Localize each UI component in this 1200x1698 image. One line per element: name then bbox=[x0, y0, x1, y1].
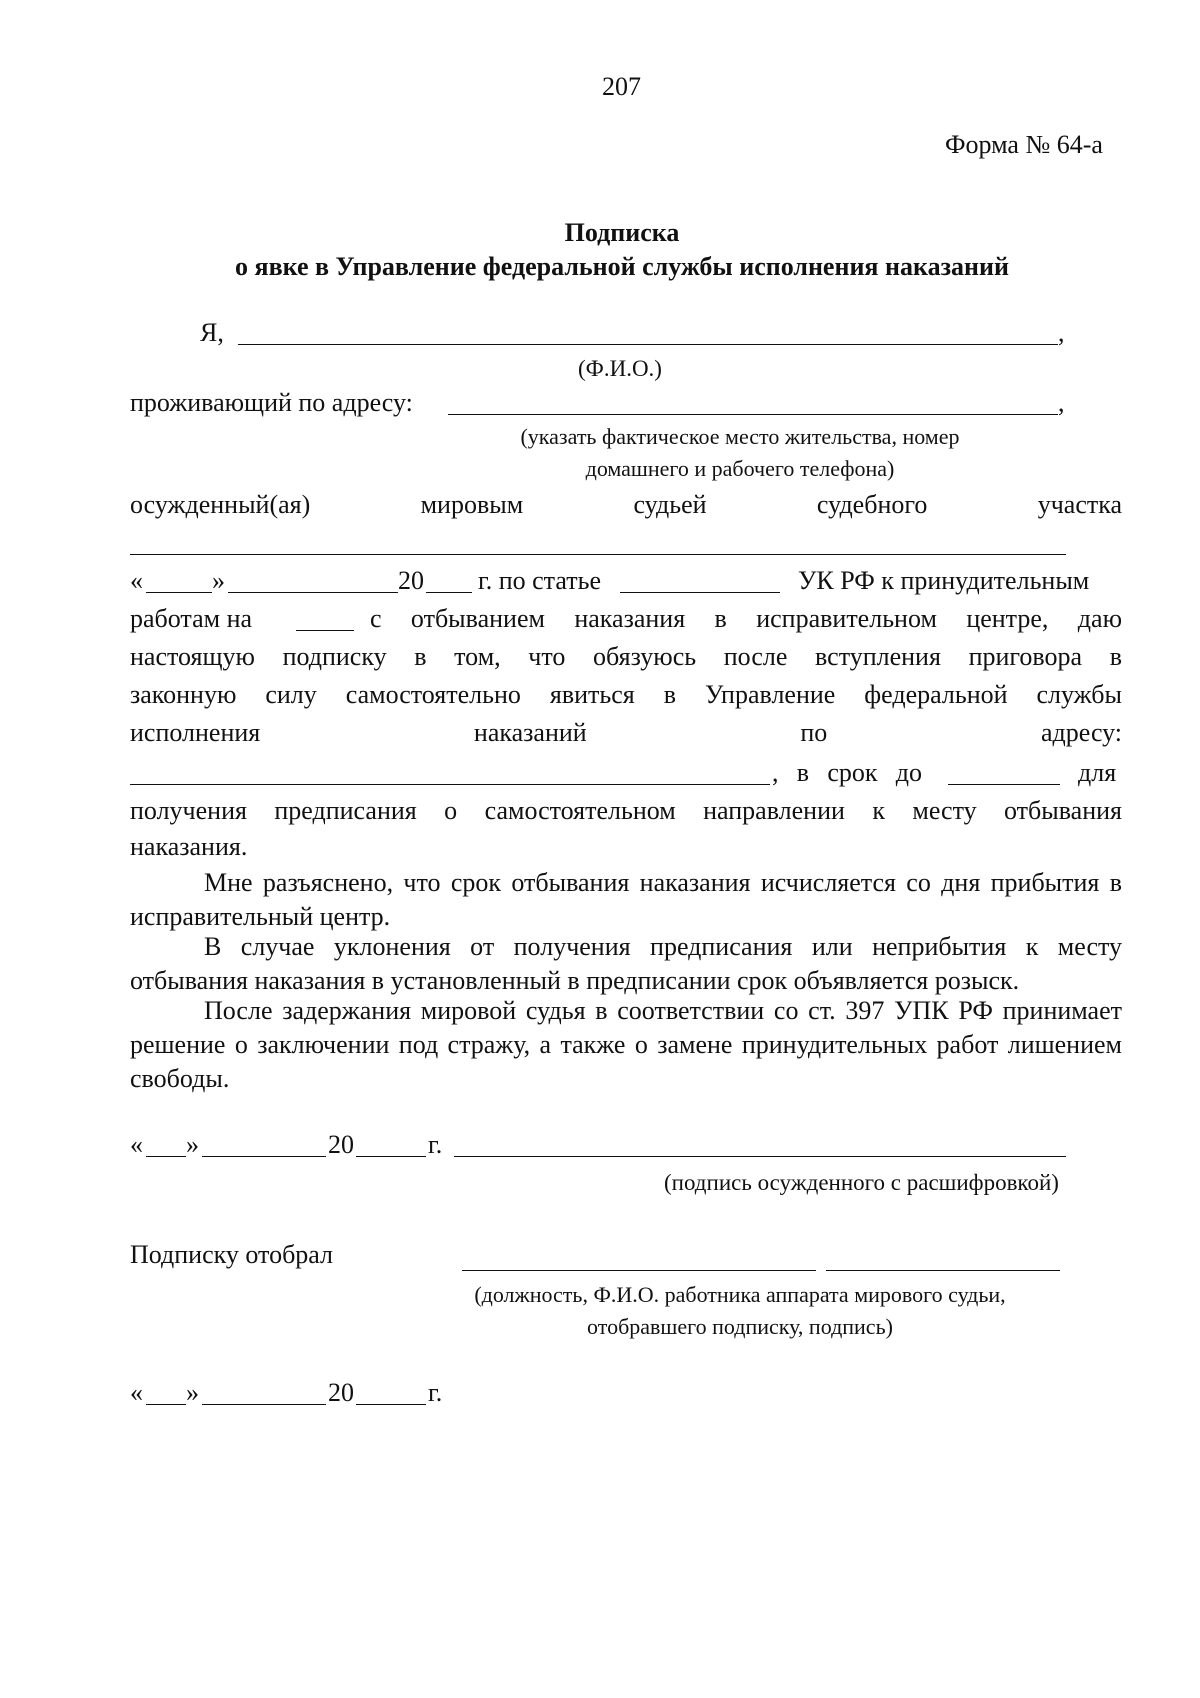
paragraph-evasion: В случае уклонения от получения предписания или неприбытия к месту отбывания наказания в установленный в предписании срок объявляется розыск. bbox=[130, 932, 1122, 995]
sig-year-g: г. bbox=[428, 1130, 443, 1159]
signature-caption: (подпись осужденного с расшифровкой) bbox=[664, 1170, 1059, 1195]
taker-caption-1: (должность, Ф.И.О. работника аппарата мирового судьи, bbox=[474, 1282, 1006, 1307]
day-blank[interactable] bbox=[146, 592, 212, 593]
article-blank[interactable] bbox=[620, 592, 780, 593]
signature-blank[interactable] bbox=[454, 1156, 1066, 1157]
word-justice: мировым bbox=[420, 490, 524, 519]
final-day-blank[interactable] bbox=[146, 1404, 186, 1405]
taker-caption-2: отобравшего подписку, подпись) bbox=[587, 1314, 893, 1339]
word-convicted: осужденный(ая) bbox=[130, 490, 311, 519]
uk-rf-label: УК РФ к принудительным bbox=[798, 566, 1090, 595]
document-subtitle: о явке в Управление федеральной службы исполнения наказаний bbox=[235, 252, 1009, 281]
deadline-blank[interactable] bbox=[948, 784, 1060, 785]
term-blank[interactable] bbox=[296, 630, 354, 631]
final-date-open: « bbox=[130, 1378, 143, 1407]
address-label: проживающий по адресу: bbox=[130, 388, 413, 417]
final-year-blank[interactable] bbox=[356, 1404, 426, 1405]
paragraph-detention: После задержания мировой судья в соответствии со ст. 397 УПК РФ принимает решение о заключении под стражу, а также о замене принудительных работ лишением свободы. bbox=[130, 996, 1122, 1093]
year-blank[interactable] bbox=[426, 592, 472, 593]
i-label: Я, bbox=[200, 318, 224, 347]
fio-blank[interactable] bbox=[238, 344, 1058, 345]
body-line-3: настоящую подписку в том, что обязуюсь после вступления приговора в bbox=[130, 642, 1122, 671]
word-judge: судьей bbox=[633, 490, 707, 519]
sig-year-blank[interactable] bbox=[356, 1156, 426, 1157]
final-year-prefix: 20 bbox=[328, 1378, 354, 1407]
form-number: Форма № 64-а bbox=[945, 130, 1103, 159]
sig-month-blank[interactable] bbox=[202, 1156, 326, 1157]
page-number: 207 bbox=[602, 72, 641, 101]
convicted-line bbox=[130, 490, 1122, 520]
work-label: работам на bbox=[130, 604, 253, 633]
paragraph-explained: Мне разъяснено, что срок отбывания наказания исчисляется со дня прибытия в исправительный центр. bbox=[130, 868, 1122, 931]
for-label: для bbox=[1078, 758, 1117, 787]
final-month-blank[interactable] bbox=[202, 1404, 326, 1405]
date-close-quote: » bbox=[212, 566, 225, 595]
body-line-5 bbox=[130, 718, 1122, 748]
taker-signature-blank[interactable] bbox=[826, 1270, 1060, 1271]
article-label: г. по статье bbox=[478, 566, 601, 595]
date-open-quote: « bbox=[130, 566, 143, 595]
final-date-close: » bbox=[186, 1378, 199, 1407]
final-year-g: г. bbox=[428, 1378, 443, 1407]
word-punishments: наказаний bbox=[473, 718, 587, 747]
sig-day-blank[interactable] bbox=[146, 1156, 186, 1157]
month-blank[interactable] bbox=[228, 592, 398, 593]
address-caption-2: домашнего и рабочего телефона) bbox=[585, 456, 895, 481]
year-prefix: 20 bbox=[398, 566, 424, 595]
body-line-4: законную силу самостоятельно явиться в Управление федеральной службы bbox=[130, 680, 1122, 709]
address-blank[interactable] bbox=[448, 414, 1058, 415]
word-by: по bbox=[800, 718, 828, 747]
body-line-8: наказания. bbox=[130, 832, 248, 861]
fsin-address-blank[interactable] bbox=[130, 784, 770, 785]
document-title: Подписка bbox=[564, 218, 680, 247]
taker-position-blank[interactable] bbox=[462, 1270, 816, 1271]
word-execution: исполнения bbox=[130, 718, 261, 747]
word-judicial: судебного bbox=[816, 490, 928, 519]
word-district: участка bbox=[1037, 490, 1122, 519]
body-line-7: получения предписания о самостоятельном направлении к месту отбывания bbox=[130, 796, 1122, 825]
address-caption-1: (указать фактическое место жительства, номер bbox=[520, 424, 960, 449]
sig-year-prefix: 20 bbox=[328, 1130, 354, 1159]
work-line-rest: с отбыванием наказания в исправительном центре, даю bbox=[370, 604, 1122, 633]
sig-date-open: « bbox=[130, 1130, 143, 1159]
fio-comma: , bbox=[1058, 318, 1065, 347]
word-address: адресу: bbox=[1040, 718, 1123, 747]
address-comma: , bbox=[1058, 388, 1065, 417]
fio-caption: (Ф.И.О.) bbox=[578, 356, 662, 381]
taker-label: Подписку отобрал bbox=[130, 1240, 334, 1269]
sig-date-close: » bbox=[186, 1130, 199, 1159]
district-blank[interactable] bbox=[130, 554, 1066, 555]
deadline-label: , в срок до bbox=[772, 758, 922, 787]
